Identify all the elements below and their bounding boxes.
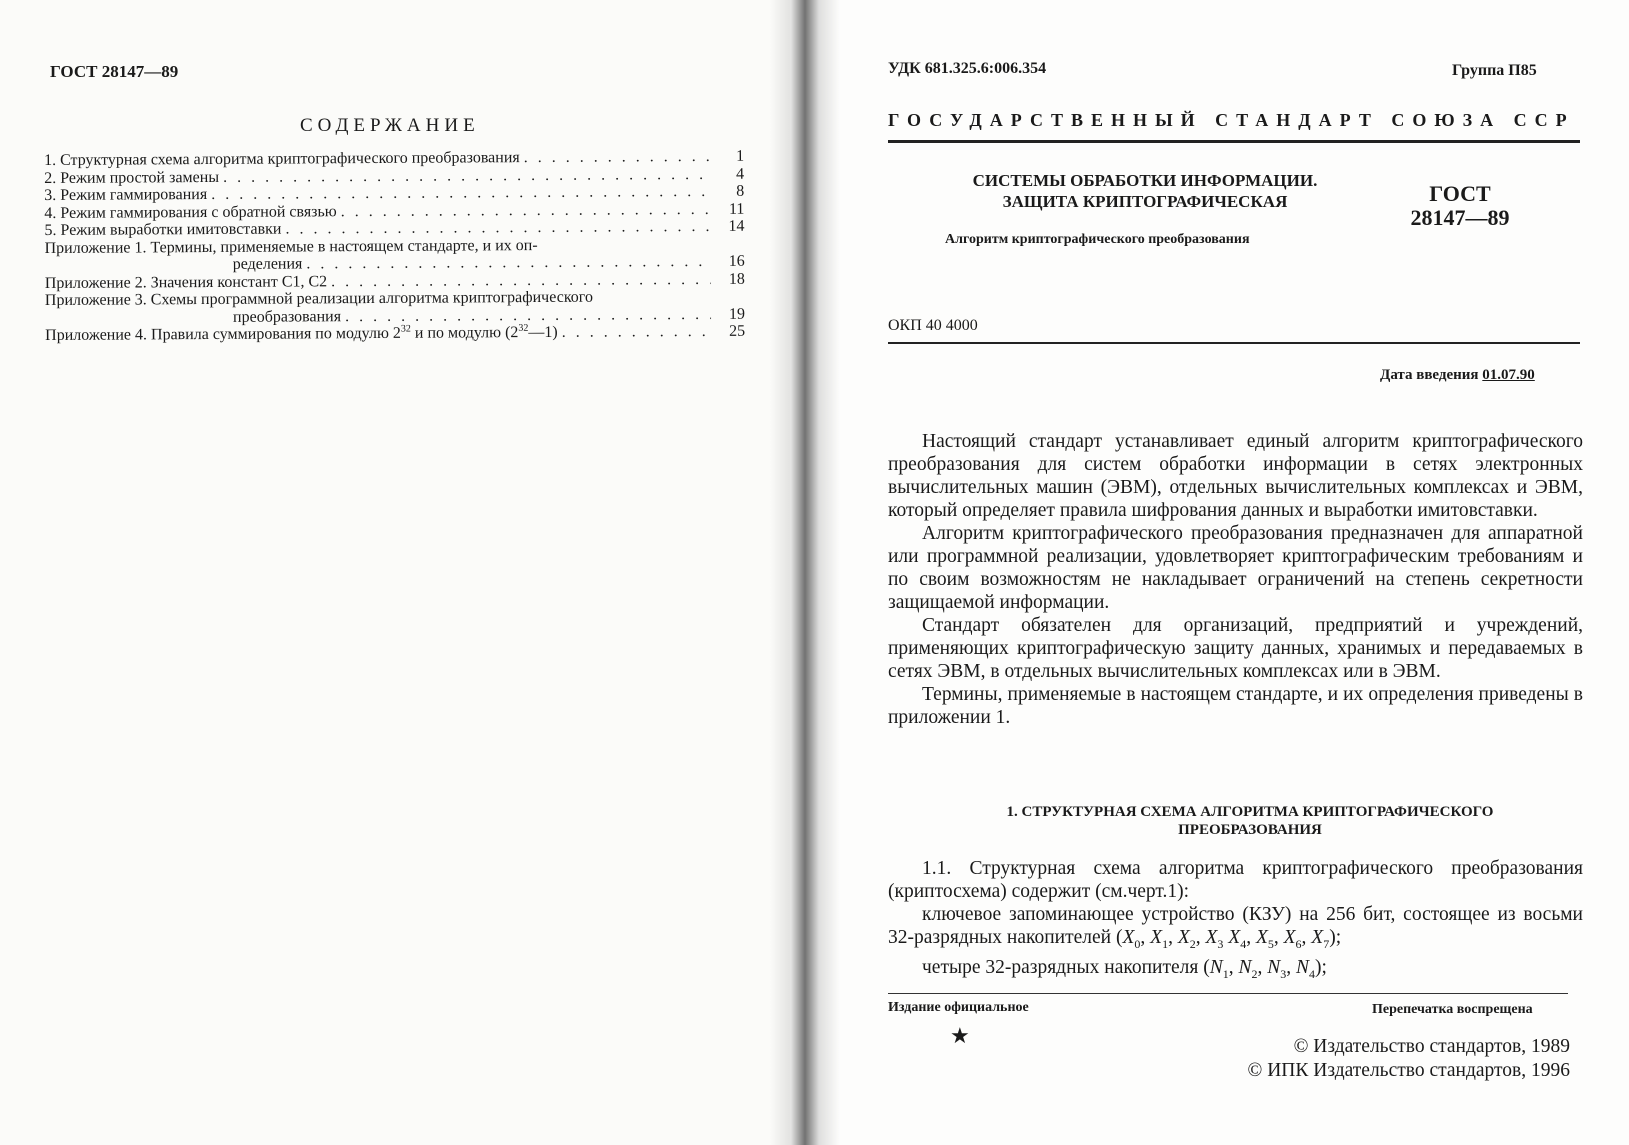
toc-leader	[331, 270, 711, 290]
section-heading: 1. СТРУКТУРНАЯ СХЕМА АЛГОРИТМА КРИПТОГРАФИЧЕСКОГО ПРЕОБРАЗОВАНИЯ	[1006, 804, 1494, 838]
paragraph: Алгоритм криптографического преобразования предназначен для аппаратной или программной реализации, удовлетворяет криптографическим требованиям и по своим возможностям не накладывает ограничений на степень секретности защищаемой информации.	[888, 523, 1583, 613]
book-gutter	[770, 0, 840, 1145]
toc-page-number: 4	[736, 165, 745, 183]
toc-page-number: 18	[728, 270, 745, 288]
toc-page-number: 25	[729, 322, 746, 340]
toc-item-text: преобразования	[232, 307, 342, 326]
toc-title: СОДЕРЖАНИЕ	[300, 115, 480, 136]
toc-leader	[562, 323, 712, 341]
table-of-contents	[44, 148, 745, 345]
paragraph: Настоящий стандарт устанавливает единый алгоритм криптографического преобразования для систем обработки информации в сетях электронных вычислительных машин (ЭВМ), отдельных вычислительных комплексах и ЭВМ, который определяет правила шифрования данных и выработки имитовставки.	[888, 431, 1583, 521]
gost-designation: ГОСТ 28147—89	[1410, 181, 1510, 230]
heading-rule	[888, 140, 1580, 143]
group-code: Группа П85	[1452, 62, 1537, 79]
toc-item-text: 1. Структурная схема алгоритма криптографического преобразования	[44, 149, 520, 169]
toc-leader	[341, 200, 711, 220]
okp-code: ОКП 40 4000	[888, 317, 978, 334]
toc-item-text: Приложение 1. Термины, применяемые в настоящем стандарте, и их оп-	[44, 236, 538, 257]
toc-item-text: Приложение 4. Правила суммирования по модулю $2^{32}$ и по модулю $(2^{32}—1)$	[45, 322, 558, 344]
section-text	[888, 857, 1583, 986]
toc-item-text: 2. Режим простой замены	[44, 168, 220, 187]
toc-item-text: 3. Режим гаммирования	[44, 186, 208, 204]
copyright: © Издательство стандартов, 1989 © ИПК Издательство стандартов, 1996	[1247, 1036, 1570, 1081]
toc-page-number: 16	[728, 252, 745, 270]
toc-item-text: 5. Режим выработки имитовставки	[44, 220, 282, 239]
toc-page-number: 19	[728, 305, 746, 323]
paragraph: ключевое запоминающее устройство (КЗУ) на 256 бит, состоящее из восьми 32-разрядных накопителей ($X_0$, $X_1$, $X_2$, $X_3$ $X_4$, $X_5$, $X_6$, $X_7$);	[888, 904, 1583, 951]
toc-item-text: 4. Режим гаммирования с обратной связью	[44, 202, 337, 222]
paragraph: Стандарт обязателен для организаций, предприятий и учреждений, применяющих криптографическую защиту данных, хранимых и передаваемых в сетях ЭВМ, в отдельных вычислительных комплексах или в ЭВМ.	[888, 615, 1583, 682]
document-title: СИСТЕМЫ ОБРАБОТКИ ИНФОРМАЦИИ. ЗАЩИТА КРИПТОГРАФИЧЕСКАЯ	[972, 171, 1318, 211]
paragraph: 1.1. Структурная схема алгоритма криптографического преобразования (криптосхема) содержит (см.черт.1):	[888, 858, 1583, 902]
toc-page-number: 11	[728, 200, 745, 218]
toc-item-text: ределения	[232, 255, 303, 273]
state-standard-heading: ГОСУДАРСТВЕННЫЙ СТАНДАРТ СОЮЗА ССР	[888, 110, 1575, 130]
toc-item-text: Приложение 3. Схемы программной реализации алгоритма криптографического	[44, 288, 593, 309]
toc-item	[45, 323, 745, 345]
official-edition-note: Издание официальное	[888, 1000, 1029, 1015]
left-page	[0, 0, 790, 1145]
okp-rule	[888, 342, 1580, 344]
udk-code: УДК 681.325.6:006.354	[888, 60, 1047, 77]
toc-page-number: 14	[728, 217, 745, 235]
toc-item-text: Приложение 2. Значения констант С1, С2	[44, 272, 328, 292]
paragraph: Термины, применяемые в настоящем стандарте, и их определения приведены в приложении 1.	[888, 684, 1583, 728]
star-icon: ★	[950, 1023, 970, 1048]
toc-leader	[285, 218, 710, 238]
toc-page-number: 1	[735, 147, 745, 165]
toc-leader	[524, 148, 710, 167]
left-header-gost: ГОСТ 28147—89	[50, 62, 179, 81]
paragraph: четыре 32-разрядных накопителя ($N_1$, $N_2$, $N_3$, $N_4$);	[922, 956, 1327, 981]
footer-rule	[888, 993, 1568, 994]
document-subtitle: Алгоритм криптографического преобразования	[945, 232, 1250, 247]
introduction-date: Дата введения 01.07.90	[1380, 367, 1535, 383]
toc-page-number: 8	[736, 182, 745, 200]
introduction-text	[888, 430, 1583, 729]
reprint-prohibited-note: Перепечатка воспрещена	[1372, 1002, 1533, 1017]
